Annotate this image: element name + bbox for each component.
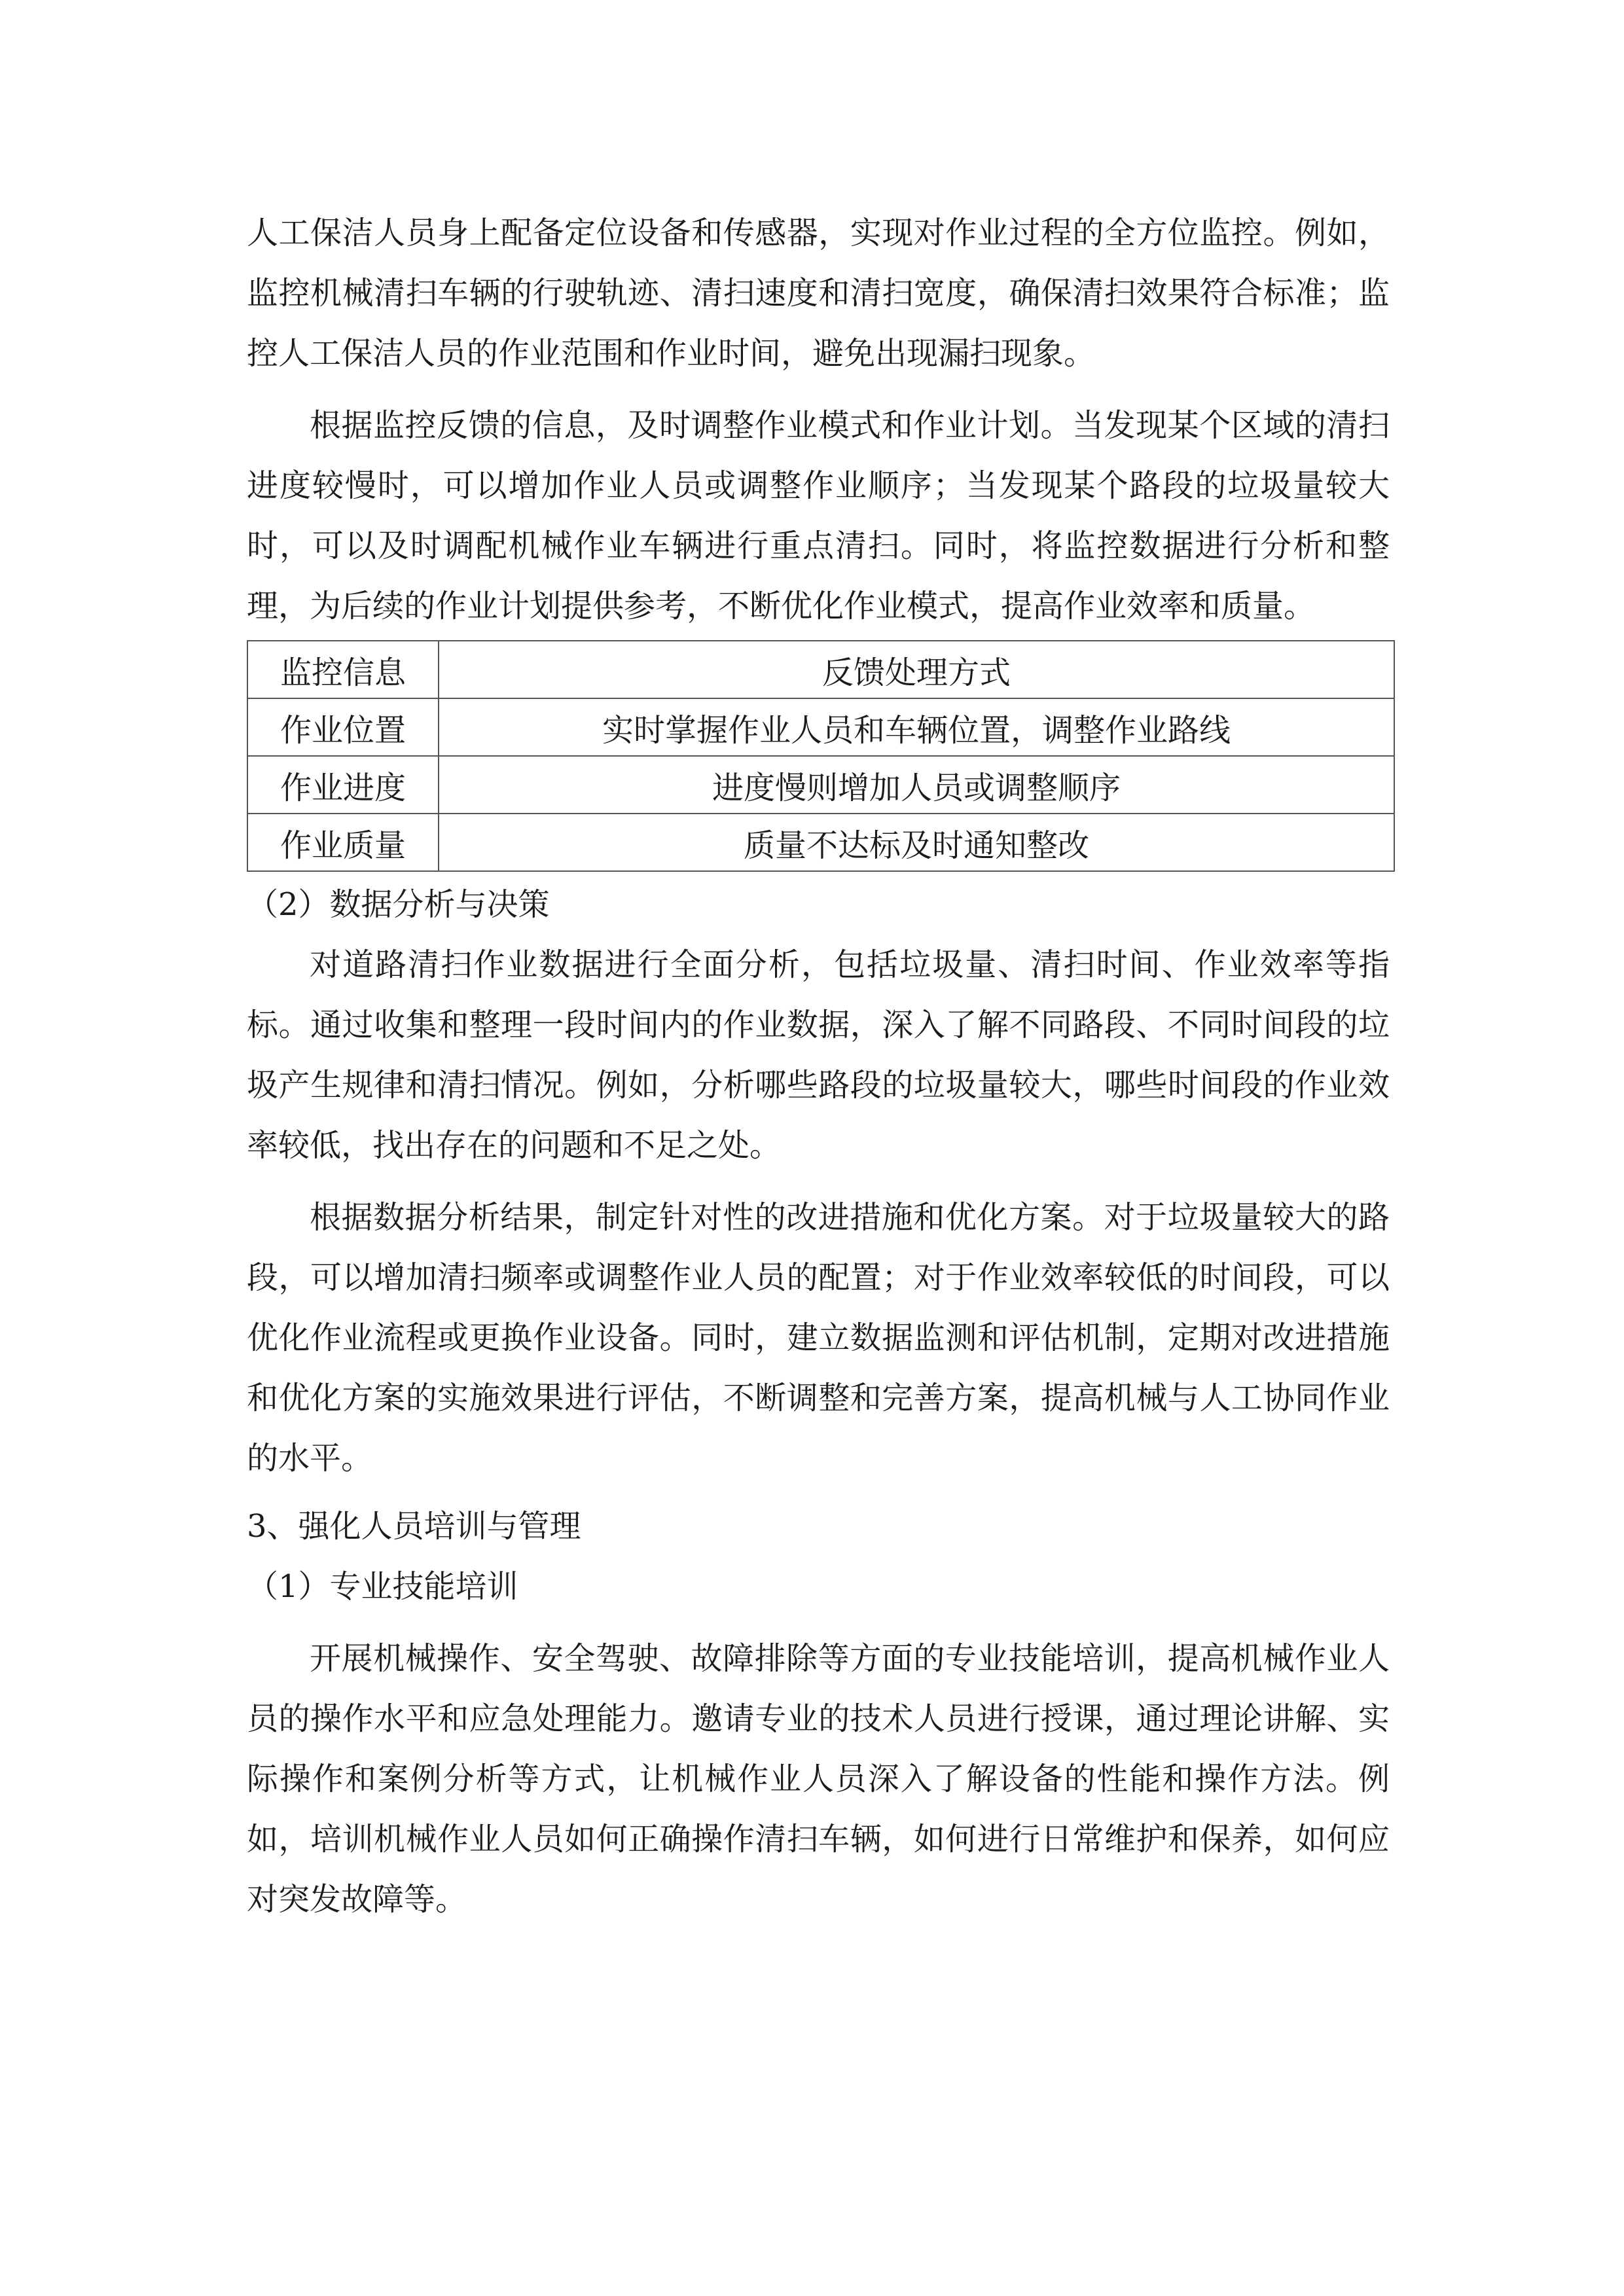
table-header-cell: 监控信息	[247, 641, 439, 698]
table-header-cell: 反馈处理方式	[439, 641, 1394, 698]
table-row	[247, 756, 1394, 814]
monitoring-feedback-table	[247, 640, 1395, 872]
paragraph-improvement-measures: 根据数据分析结果，制定针对性的改进措施和优化方案。对于垃圾量较大的路段，可以增加清扫频率或调整作业人员的配置；对于作业效率较低的时间段，可以优化作业流程或更换作业设备。同时，建立数据监测和评估机制，定期对改进措施和优化方案的实施效果进行评估，不断调整和完善方案，提高机械与人工协同作业的水平。	[247, 1199, 1390, 1477]
table-cell: 实时掌握作业人员和车辆位置，调整作业路线	[439, 698, 1394, 756]
table-header-row	[247, 641, 1394, 698]
paragraph-skill-training: 开展机械操作、安全驾驶、故障排除等方面的专业技能培训，提高机械作业人员的操作水平和应急处理能力。邀请专业的技术人员进行授课，通过理论讲解、实际操作和案例分析等方式，让机械作业人员深入了解设备的性能和操作方法。例如，培训机械作业人员如何正确操作清扫车辆，如何进行日常维护和保养，如何应对突发故障等。	[247, 1640, 1390, 1918]
paragraph-monitoring-equipment: 人工保洁人员身上配备定位设备和传感器，实现对作业过程的全方位监控。例如，监控机械清扫车辆的行驶轨迹、清扫速度和清扫宽度，确保清扫效果符合标准；监控人工保洁人员的作业范围和作业时间，避免出现漏扫现象。	[247, 215, 1390, 372]
table-cell: 作业进度	[247, 756, 439, 814]
table-row	[247, 814, 1394, 871]
page-content	[247, 203, 1390, 1929]
table-cell: 进度慢则增加人员或调整顺序	[439, 756, 1394, 814]
subheading-data-analysis: （2）数据分析与决策	[247, 886, 550, 923]
paragraph-feedback-adjustment: 根据监控反馈的信息，及时调整作业模式和作业计划。当发现某个区域的清扫进度较慢时，可以增加作业人员或调整作业顺序；当发现某个路段的垃圾量较大时，可以及时调配机械作业车辆进行重点清扫。同时，将监控数据进行分析和整理，为后续的作业计划提供参考，不断优化作业模式，提高作业效率和质量。	[247, 407, 1390, 624]
table-cell: 作业位置	[247, 698, 439, 756]
table-cell: 作业质量	[247, 814, 439, 871]
section-heading-training: 3、强化人员培训与管理	[247, 1508, 581, 1545]
paragraph-data-analysis: 对道路清扫作业数据进行全面分析，包括垃圾量、清扫时间、作业效率等指标。通过收集和整理一段时间内的作业数据，深入了解不同路段、不同时间段的垃圾产生规律和清扫情况。例如，分析哪些路段的垃圾量较大，哪些时间段的作业效率较低，找出存在的问题和不足之处。	[247, 946, 1390, 1164]
table-row	[247, 698, 1394, 756]
subheading-skill-training: （1）专业技能培训	[247, 1568, 518, 1605]
table-cell: 质量不达标及时通知整改	[439, 814, 1394, 871]
